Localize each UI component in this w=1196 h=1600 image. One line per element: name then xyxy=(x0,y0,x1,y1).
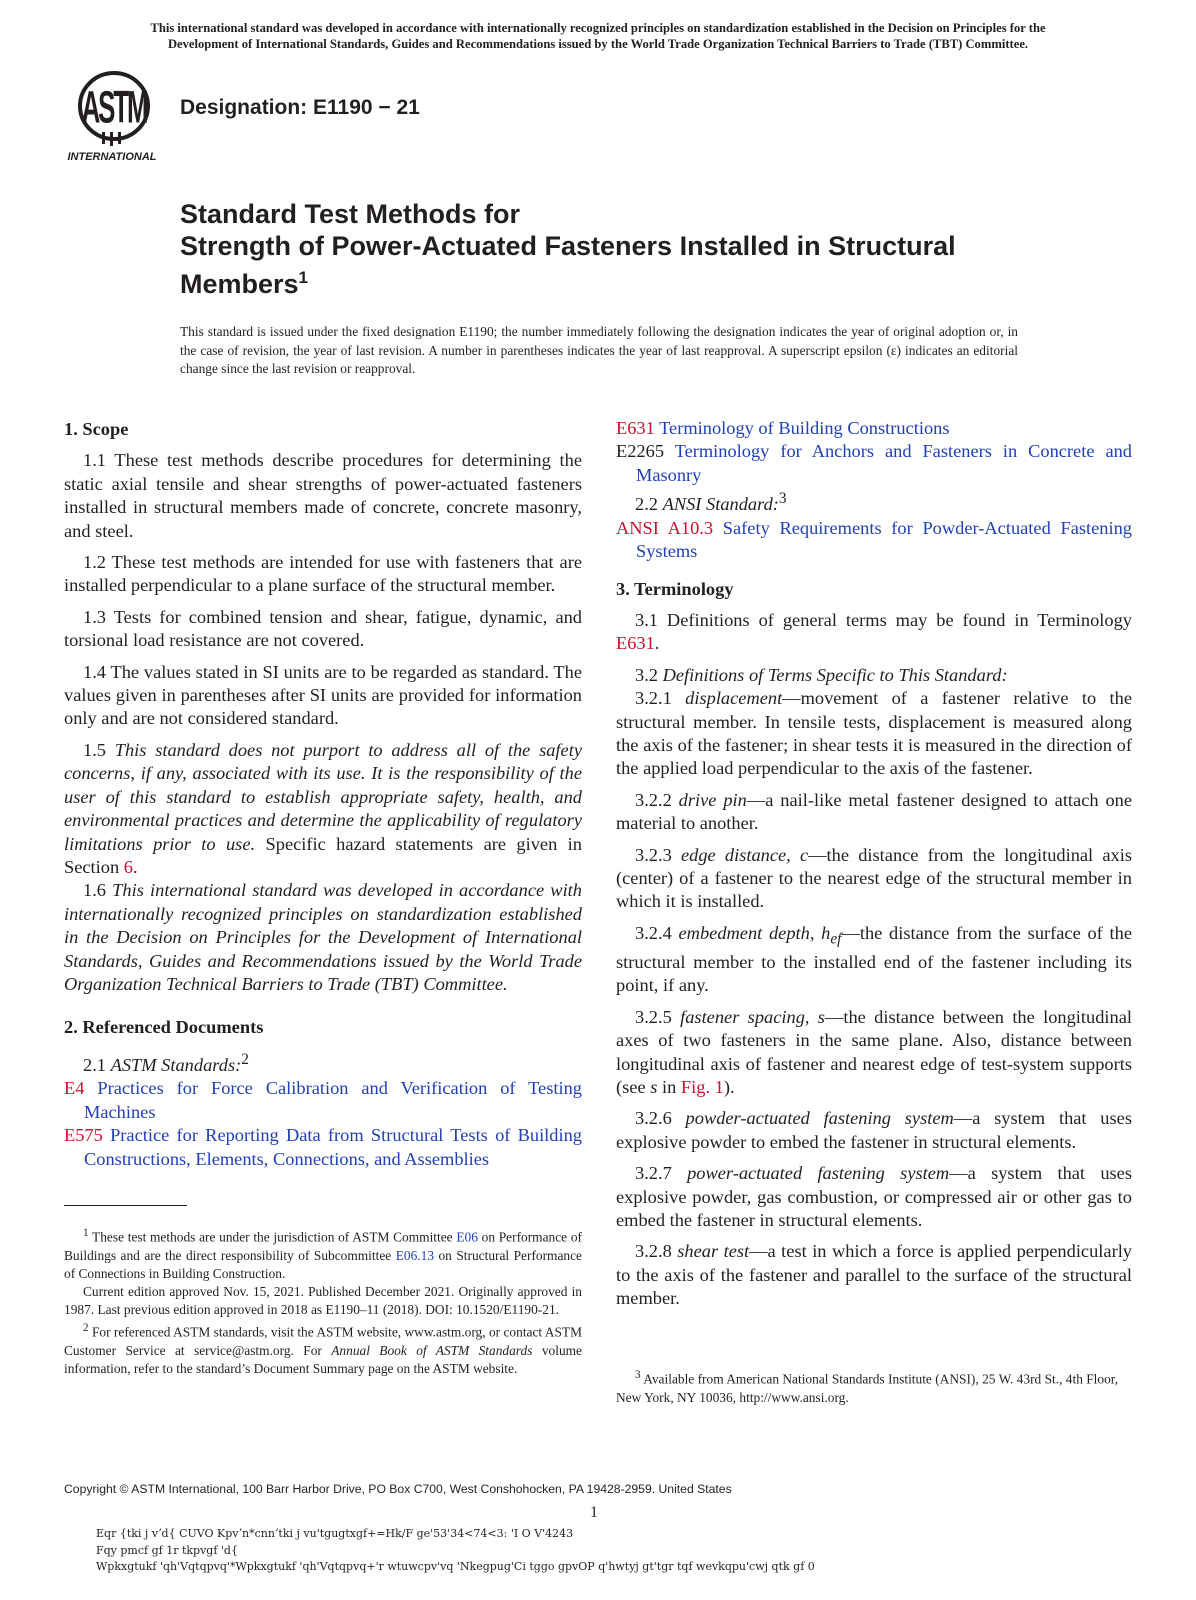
footnote-2-italic: Annual Book of ASTM Standards xyxy=(331,1343,533,1359)
para-3-1: 3.1 Definitions of general terms may be found in Terminology E631. xyxy=(616,609,1132,654)
def-num: 3.2.5 xyxy=(635,1006,672,1027)
tbt-notice-line2: Development of International Standards, Guides and Recommendations issued by the World Trade Organization Technical Barriers to Trade (TBT) Committee. xyxy=(167,37,1029,51)
para-1-5-tail: Specific hazard statements are given in Section xyxy=(64,833,582,877)
para-1-5: 1.5 This standard does not purport to address all of the safety concerns, if any, associated with its use. It is the responsibility of the user of this standard to establish appropriate safety, health, and environmental practices and determine the applicability of regulatory limitations prior to use. Specific hazard statements are given in Section 6. xyxy=(64,739,582,877)
footnote-1-text-a: These test methods are under the jurisdiction of ASTM Committee xyxy=(92,1229,453,1245)
para-1-4: 1.4 The values stated in SI units are to be regarded as standard. The values given in parentheses after SI units are provided for information only and are not considered standard. xyxy=(64,661,582,729)
def-text: —a test in which a force is applied perpendicularly to the axis of the fastener and parallel to the surface of the structural member. xyxy=(616,1241,1132,1309)
astm-logo-icon xyxy=(62,70,167,166)
heading-referenced-documents: 2. Referenced Documents xyxy=(64,1017,264,1038)
def-text: —movement of a fastener relative to the structural member. In tensile tests, displacement is measured along the axis of the fastener; in shear tests it is measured in the direction of the applied load perpendicular to the axis of the fastener. xyxy=(616,688,1132,779)
page-number: 1 xyxy=(590,1504,598,1521)
watermark-line2: Fqy pmcf gf 1r tkpvgf 'd{ xyxy=(96,1543,238,1557)
title-footnote-mark: 1 xyxy=(298,268,309,287)
footnote-2-mark: 2 xyxy=(83,1322,89,1335)
def-text: —the distance from the surface of the structural member to the installed end of the fastener including its point, if any. xyxy=(616,922,1132,996)
footnote-2 xyxy=(64,1319,582,1378)
def-term: edge distance, c xyxy=(680,844,809,865)
def-3-2-2 xyxy=(616,789,1132,836)
astm-logo-letters: ASTM xyxy=(81,82,147,133)
ref-e2265 xyxy=(616,440,1132,487)
def-text: —the distance from the longitudinal axis (center) of a fastener to the nearest edge of the structural member in which it is installed. xyxy=(616,844,1132,912)
ref-e2265-code[interactable]: E2265 xyxy=(616,441,665,462)
astm-logo xyxy=(62,70,167,166)
def-var-s: s xyxy=(650,1076,658,1097)
def-num: 3.2.8 xyxy=(635,1241,672,1262)
term-e631-link[interactable]: E631 xyxy=(616,633,655,654)
def-num: 3.2.6 xyxy=(635,1108,672,1129)
footnote-1-edition: Current edition approved Nov. 15, 2021. Published December 2021. Originally approved in 1987. Last previous edition approved in 2018 as E1190–11 (2018). DOI: 10.1520/E1190-21. xyxy=(64,1284,582,1318)
para-1-5-italic: This standard does not purport to address all of the safety concerns, if any, associated with its use. It is the responsibility of the user of this standard to establish appropriate safety, health, and environmental practices and determine the applicability of regulatory limitations prior to use. xyxy=(64,739,582,854)
title-line2: Strength of Power-Actuated Fasteners Installed in Structural xyxy=(180,231,956,261)
tbt-notice xyxy=(60,20,1136,52)
right-column xyxy=(616,417,1132,1311)
def-3-2-6 xyxy=(616,1107,1132,1154)
left-column xyxy=(64,418,582,1171)
section-6-link[interactable]: 6 xyxy=(123,856,133,877)
def-num: 3.2.1 xyxy=(635,688,672,709)
para-2-1-num: 2.1 xyxy=(83,1054,106,1075)
footnote-1 xyxy=(64,1224,582,1283)
para-1-6-num: 1.6 xyxy=(83,880,106,901)
para-2-2-label: ANSI Standard: xyxy=(662,494,779,515)
para-1-5-num: 1.5 xyxy=(83,739,106,760)
ref-e2265-title[interactable]: Terminology for Anchors and Fasteners in Concrete and Masonry xyxy=(636,441,1132,485)
para-1-3: 1.3 Tests for combined tension and shear, fatigue, dynamic, and torsional load resistance are not covered. xyxy=(64,606,582,651)
title-line1: Standard Test Methods for xyxy=(180,199,521,229)
para-3-2 xyxy=(616,664,1132,687)
para-2-1 xyxy=(64,1048,582,1078)
def-text: —a system that uses explosive powder, gas combustion, or compressed air or other gas to embed the fastener in structural elements. xyxy=(616,1163,1133,1230)
ref-e4-title[interactable]: Practices for Force Calibration and Verification of Testing Machines xyxy=(84,1078,582,1122)
watermark-line1: Eqr {tki j vʼd{ CUVO Kpvʼn*cnnʼtki j vu'tgugtxgf+=Hk/F ge'53'34<74<3: 'I O V'4243 xyxy=(96,1527,574,1540)
footnote-1-mark: 1 xyxy=(83,1227,89,1239)
e06-13-link[interactable]: E06.13 xyxy=(395,1247,435,1263)
watermark-line3: Wpkxgtukf 'qh'Vqtqpvq'*Wpkxgtukf 'qh'Vqtqpvq+'r wtuwcpv'vq 'Nkegpug'Ci tggo gpvOP q'hwtyj gt'tgr tqf wevkqpu'cwj qtk gf 0 xyxy=(96,1560,815,1573)
fig-1-link[interactable]: Fig. 1 xyxy=(680,1076,724,1097)
title-line3: Members xyxy=(180,269,299,299)
def-term: shear test xyxy=(677,1241,750,1262)
ref-e631 xyxy=(616,417,1132,440)
def-text: —the distance between the longitudinal axes of two fasteners in the same plane. Also, distance between longitudinal axis of fastener and nearest edge of test-system supports (see xyxy=(616,1006,1132,1097)
def-in: in xyxy=(662,1076,677,1097)
def-3-2-1 xyxy=(616,687,1132,781)
heading-scope: 1. Scope xyxy=(64,419,129,439)
ref-e631-title[interactable]: Terminology of Building Constructions xyxy=(659,418,950,438)
heading-terminology: 3. Terminology xyxy=(616,578,734,599)
def-3-2-7 xyxy=(616,1162,1132,1232)
license-watermark xyxy=(96,1526,815,1576)
ref-ansi-title[interactable]: Safety Requirements for Powder-Actuated Fastening Systems xyxy=(636,517,1132,562)
copyright: Copyright © ASTM International, 100 Barr Harbor Drive, PO Box C700, West Conshohocken, PA 19428-2959. United States xyxy=(64,1482,732,1496)
def-text: —a system that uses explosive powder to embed the fastener in structural elements. xyxy=(616,1108,1132,1152)
footnote-3-text: Available from American National Standards Institute (ANSI), 25 W. 43rd St., 4th Floor, New York, NY 10036, http://www.ansi.org. xyxy=(616,1371,1119,1405)
def-num: 3.2.2 xyxy=(635,789,672,810)
def-3-2-3 xyxy=(616,844,1132,914)
footnotes-left xyxy=(64,1224,582,1379)
def-term: displacement xyxy=(685,688,783,709)
para-3-2-label: Definitions of Terms Specific to This Standard: xyxy=(662,664,1008,685)
tbt-notice-line1: This international standard was developed in accordance with internationally recognized principles on standardization established in the Decision on Principles for the xyxy=(150,21,1046,35)
def-text: —a nail-like metal fastener designed to attach one material to another. xyxy=(616,789,1132,834)
def-3-2-5 xyxy=(616,1006,1132,1100)
def-num: 3.2.7 xyxy=(635,1163,672,1184)
ref-ansi xyxy=(616,517,1132,564)
para-1-6 xyxy=(64,879,582,996)
para-2-1-label: ASTM Standards: xyxy=(110,1054,242,1075)
document-title xyxy=(180,198,1080,300)
ref-e4 xyxy=(64,1077,582,1124)
def-end: ). xyxy=(723,1076,735,1097)
ref-e631-code[interactable]: E631 xyxy=(616,418,655,438)
para-3-1-text: 3.1 Definitions of general terms may be found in Terminology xyxy=(635,609,1132,630)
ref-e575-code[interactable]: E575 xyxy=(64,1125,103,1146)
def-term: drive pin xyxy=(678,789,747,810)
footnote-1-text-b: on Performance of Buildings and are the direct responsibility of Subcommittee xyxy=(64,1229,582,1263)
para-2-2-sup: 3 xyxy=(778,490,787,508)
ref-e575 xyxy=(64,1124,582,1171)
def-term: embedment depth, h xyxy=(678,922,831,943)
def-subscript: ef xyxy=(830,930,842,948)
ref-e575-title[interactable]: Practice for Reporting Data from Structural Tests of Building Constructions, Elements, Connections, and Assemblies xyxy=(84,1125,582,1169)
def-num: 3.2.4 xyxy=(635,922,672,943)
footnote-rule xyxy=(64,1205,187,1206)
def-term: fastener spacing, s xyxy=(680,1006,825,1027)
ref-e4-code[interactable]: E4 xyxy=(64,1078,85,1099)
def-num: 3.2.3 xyxy=(635,844,672,865)
para-2-1-sup: 2 xyxy=(241,1050,249,1068)
def-term: power-actuated fastening system xyxy=(687,1163,950,1184)
def-3-2-8 xyxy=(616,1240,1132,1310)
para-2-2 xyxy=(616,487,1132,517)
para-1-1: 1.1 These test methods describe procedures for determining the static axial tensile and shear strengths of power-actuated fasteners installed in structural members made of concrete, concrete masonry, and steel. xyxy=(64,450,582,541)
preamble: This standard is issued under the fixed designation E1190; the number immediately following the designation indicates the year of original adoption or, in the case of revision, the year of last revision. A number in parentheses indicates the year of last reapproval. A superscript epsilon (ε) indicates an editorial change since the last revision or reapproval. xyxy=(180,324,1018,376)
para-1-6-italic: This international standard was developed in accordance with internationally recognized principles on standardization established in the Decision on Principles for the Development of International Standards, Guides and Recommendations issued by the World Trade Organization Technical Barriers to Trade (TBT) Committee. xyxy=(64,880,582,994)
e06-link[interactable]: E06 xyxy=(456,1229,478,1245)
designation: Designation: E1190 − 21 xyxy=(180,96,420,119)
footnote-1-text-c: on Structural Performance of Connections in Building Construction. xyxy=(64,1247,583,1281)
footnote-3 xyxy=(616,1366,1132,1407)
footnote-3-mark: 3 xyxy=(635,1369,641,1381)
ref-ansi-code[interactable]: ANSI A10.3 xyxy=(616,517,714,538)
footnote-2-text-a: For referenced ASTM standards, visit the ASTM website, www.astm.org, or contact ASTM Customer Service at service@astm.org. For xyxy=(64,1324,582,1359)
para-1-2: 1.2 These test methods are intended for use with fasteners that are installed perpendicular to a plane surface of the structural member. xyxy=(64,552,582,596)
para-3-2-num: 3.2 xyxy=(635,664,658,685)
para-2-2-num: 2.2 xyxy=(635,494,658,515)
astm-logo-subtext: INTERNATIONAL xyxy=(67,151,157,163)
def-term: powder-actuated fastening system xyxy=(685,1108,954,1129)
footnote-2-text-b: volume information, refer to the standard’s Document Summary page on the ASTM website. xyxy=(64,1343,582,1377)
def-3-2-4 xyxy=(616,922,1132,998)
